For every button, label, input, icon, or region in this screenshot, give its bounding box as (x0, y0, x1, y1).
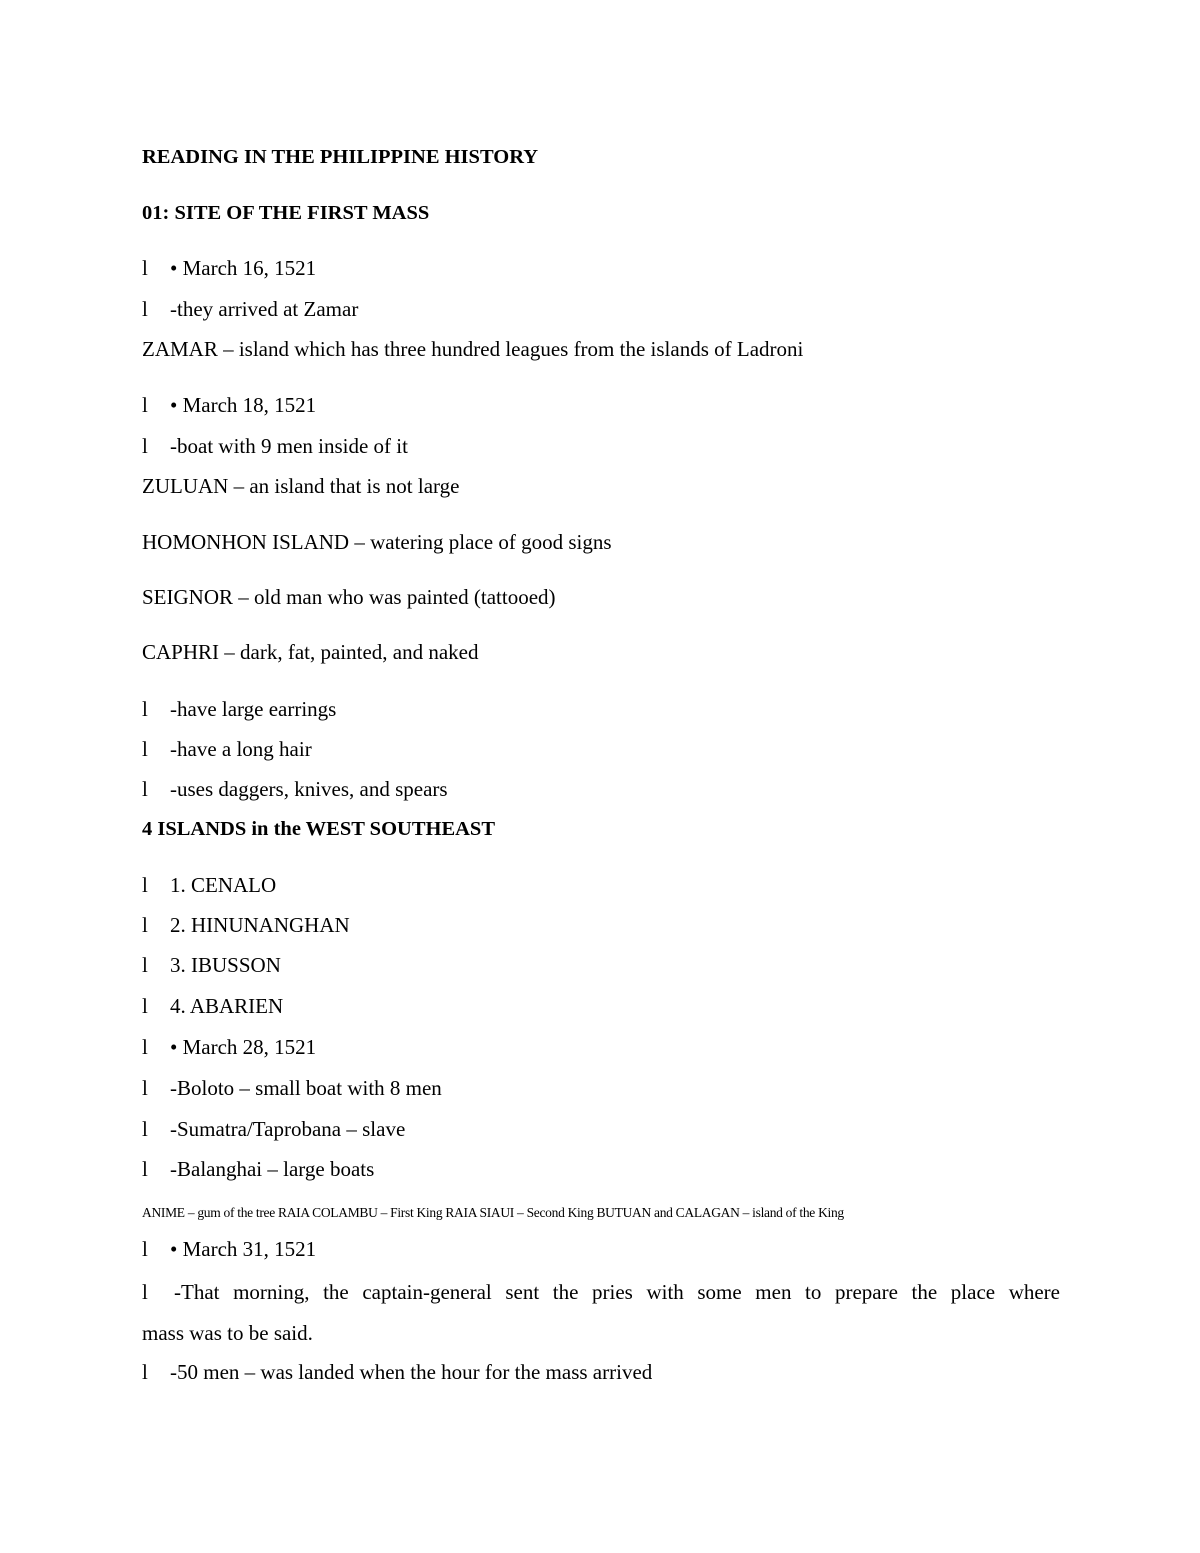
list-item-text: • March 16, 1521 (170, 256, 317, 280)
bullet-marker: l (142, 1237, 148, 1261)
paragraph-continuation: mass was to be said. (142, 1321, 313, 1345)
list-item-text: -50 men – was landed when the hour for the mass arrived (170, 1360, 653, 1384)
list-item-text: • March 31, 1521 (170, 1237, 317, 1261)
list-item-text: • March 18, 1521 (170, 393, 317, 417)
list-item (142, 952, 281, 978)
list-item-text: 4. ABARIEN (170, 994, 284, 1018)
bullet-marker: l (142, 1157, 148, 1181)
list-item-text: 2. HINUNANGHAN (170, 913, 350, 937)
bullet-marker: l (142, 1360, 148, 1384)
list-item-text: 1. CENALO (170, 873, 277, 897)
list-item-text: -they arrived at Zamar (170, 297, 359, 321)
bullet-marker: l (142, 1117, 148, 1141)
definition-caphri: CAPHRI – dark, fat, painted, and naked (142, 640, 479, 664)
bullet-marker: l (142, 777, 148, 801)
list-item-text: -Balanghai – large boats (170, 1157, 375, 1181)
list-item-text: -have large earrings (170, 697, 337, 721)
bullet-marker: l (142, 393, 148, 417)
definition-zuluan: ZULUAN – an island that is not large (142, 474, 460, 498)
bullet-marker: l (142, 1035, 148, 1059)
list-item (142, 912, 350, 938)
bullet-marker: l (142, 434, 148, 458)
list-item-text: 3. IBUSSON (170, 953, 281, 977)
bullet-marker: l (142, 994, 148, 1018)
list-item (142, 1075, 442, 1101)
list-item-text: -boat with 9 men inside of it (170, 434, 408, 458)
list-item (142, 1236, 316, 1262)
list-item-text: -have a long hair (170, 737, 312, 761)
bullet-marker: l (142, 1076, 148, 1100)
list-item (142, 1034, 316, 1060)
bullet-marker: l (142, 953, 148, 977)
list-item (142, 736, 312, 762)
document-title: READING IN THE PHILIPPINE HISTORY (142, 146, 539, 168)
definition-zamar: ZAMAR – island which has three hundred leagues from the islands of Ladroni (142, 337, 804, 361)
list-item-text: • March 28, 1521 (170, 1035, 317, 1059)
list-item (142, 296, 358, 322)
bullet-marker: l (142, 697, 148, 721)
list-item (142, 872, 276, 898)
definition-homonhon: HOMONHON ISLAND – watering place of good signs (142, 530, 612, 554)
list-item (142, 1116, 405, 1142)
bullet-marker: l (142, 737, 148, 761)
list-item (142, 1359, 652, 1385)
definition-seignor: SEIGNOR – old man who was painted (tattooed) (142, 585, 556, 609)
bullet-marker: l (142, 913, 148, 937)
small-definitions-line: ANIME – gum of the tree RAIA COLAMBU – First King RAIA SIAUI – Second King BUTUAN and CALAGAN – island of the King (142, 1205, 844, 1220)
list-item-text: -That morning, the captain-general sent the pries with some men to prepare the place where (174, 1280, 1060, 1304)
list-item (142, 993, 283, 1019)
list-item-text: -Sumatra/Taprobana – slave (170, 1117, 406, 1141)
list-item-text: -uses daggers, knives, and spears (170, 777, 448, 801)
bullet-marker: l (142, 256, 148, 280)
list-item (142, 392, 316, 418)
list-item (142, 776, 448, 802)
list-item (142, 1279, 1060, 1305)
list-item (142, 255, 316, 281)
list-item (142, 696, 336, 722)
list-item-text: -Boloto – small boat with 8 men (170, 1076, 442, 1100)
bullet-marker: l (142, 297, 148, 321)
list-item (142, 433, 408, 459)
section-heading-first-mass: 01: SITE OF THE FIRST MASS (142, 202, 430, 224)
list-item (142, 1156, 374, 1182)
bullet-marker: l (142, 873, 148, 897)
bullet-marker: l (142, 1280, 148, 1304)
section-heading-four-islands: 4 ISLANDS in the WEST SOUTHEAST (142, 818, 495, 840)
